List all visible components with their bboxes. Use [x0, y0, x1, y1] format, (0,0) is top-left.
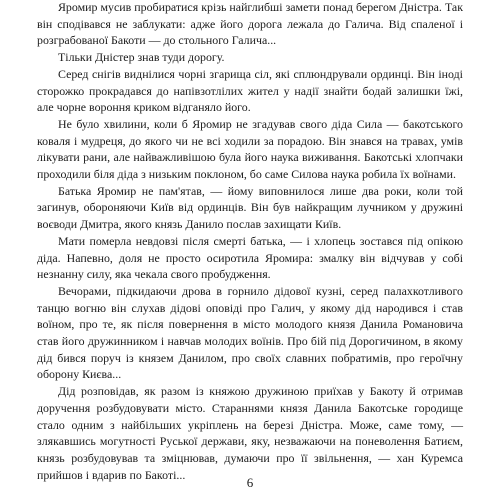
- paragraph: Батька Яромир не пам'ятав, — йому виповнилося лише два роки, коли той загинув, обороняючи Київ від ординців. Він був найкращим лучником у дружині воєводи Дмитра, якого князь Данило послав захищати Київ.: [37, 183, 463, 232]
- paragraph: Дід розповідав, як разом із княжою дружиною приїхав у Бакоту й отримав доручення розбудовувати місто. Стараннями князя Данила Бакотське городище стало одним з найбільших укріплень на березі Дністра. Може, саме тому, — злякавшись могутності Руської держави, яку, незважаючи на поневолення Батиєм, князь розбудовував та зміцнював, думаючи про її звільнення, — хан Куремса прийшов і вдарив по Бакоті...: [37, 384, 463, 482]
- paragraph: Серед снігів виднілися чорні згарища сіл, які сплюндрували ординці. Він іноді сторожко прокрадався до напівзотлілих жител у надії знайти бодай залишки їжі, але чорне вороння криком відганяло його.: [37, 66, 463, 115]
- page-number: 6: [246, 475, 254, 490]
- body-text: [37, 0, 463, 483]
- paragraph: Не було хвилини, коли б Яромир не згадував свого діда Сила — бакотського коваля і мудреця, до якого чи не всі ходили за порадою. Він знався на травах, умів лікувати рани, але найважливішою була його наука виживання. Бакотські хлопчаки проходили біля діда з низьким поклоном, бо саме Силова наука робила їх воїнами.: [37, 116, 463, 182]
- paragraph: Тільки Дністер знав туди дорогу.: [58, 50, 225, 65]
- paragraph: Мати померла невдовзі після смерті батька, — і хлопець зостався під опікою діда. Напевно, доля не просто осиротила Яромира: змалку він відчував у собі незнанну силу, яка чекала свого пробудження.: [37, 233, 463, 282]
- paragraph: Яромир мусив пробиратися крізь найглибші замети понад берегом Дністра. Так він сподівався не заблукати: адже його дорога лежала до Галича. Від спаленої і розграбованої Бакоти — до стольного Галича...: [37, 0, 463, 48]
- paragraph: Вечорами, підкидаючи дрова в горнило дідової кузні, серед палахкотливого танцю вогню він слухав дідові оповіді про Галич, у якому дід народився і став воїном, про те, як після повернення в місто молодого князя Данила Романовича став його дружинником і навчав молодих воїнів. Про бій під Дорогичином, в якому дід бився поруч із князем Данилом, про своїх славних побратимів, про героїчну оборону Києва...: [37, 283, 463, 382]
